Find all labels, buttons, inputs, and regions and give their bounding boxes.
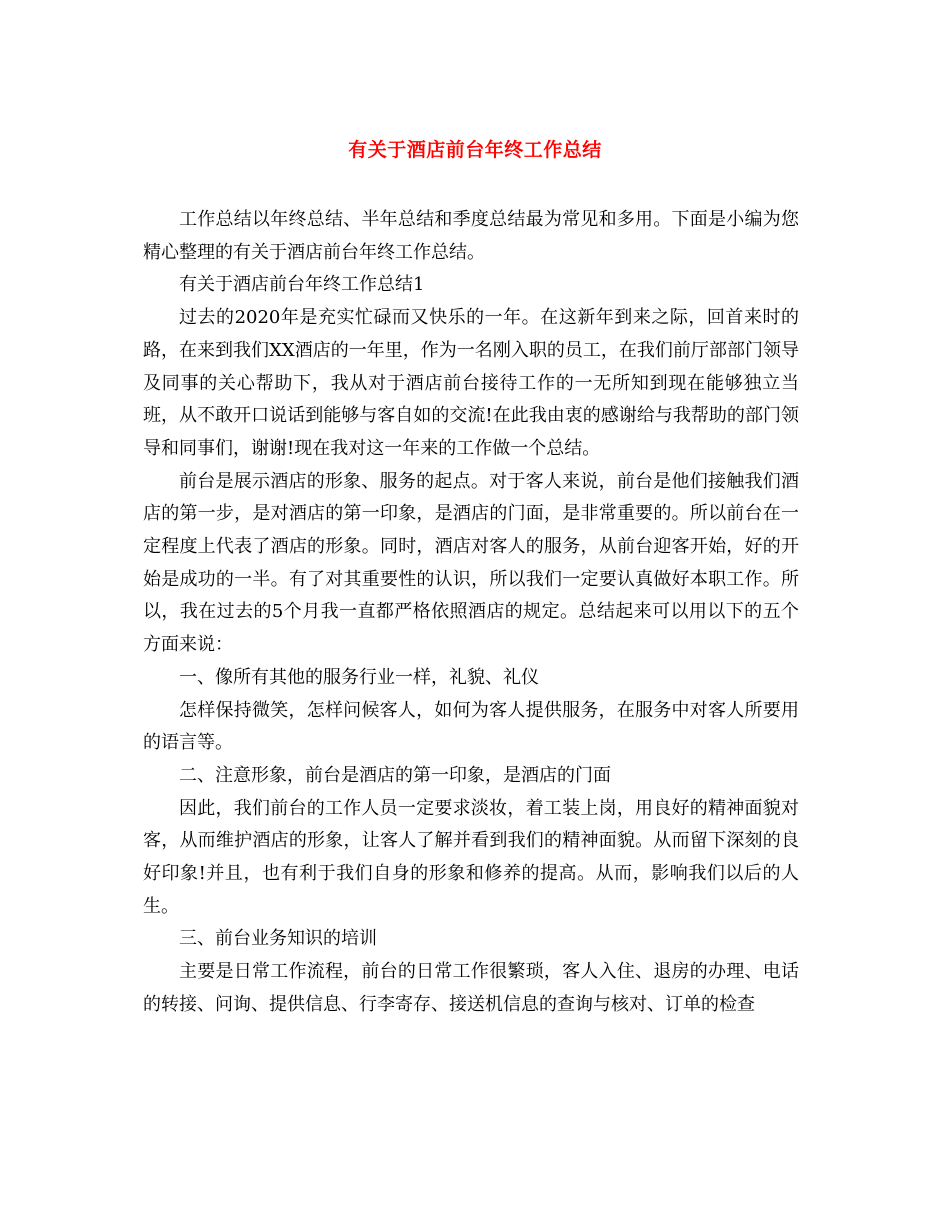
body-paragraph: 过去的2020年是充实忙碌而又快乐的一年。在这新年到来之际，回首来时的路，在来到我们XX酒店的一年里，作为一名刚入职的员工，在我们前厅部部门领导及同事的关心帮助下，我从对于酒店前台接待工作的一无所知到现在能够独立当班，从不敢开口说话到能够与客自如的交流!在此我由衷的感谢给与我帮助的部门领导和同事们，谢谢!现在我对这一年来的工作做一个总结。: [143, 307, 799, 459]
body-paragraph: 前台是展示酒店的形象、服务的起点。对于客人来说，前台是他们接触我们酒店的第一步，是对酒店的第一印象，是酒店的门面，是非常重要的。所以前台在一定程度上代表了酒店的形象。同时，酒店对客人的服务，从前台迎客开始，好的开始是成功的一半。有了对其重要性的认识，所以我们一定要认真做好本职工作。所以，我在过去的5个月我一直都严格依照酒店的规定。总结起来可以用以下的五个方面来说：: [143, 470, 799, 656]
point-heading-3: 三、前台业务知识的培训: [179, 928, 377, 950]
body-paragraph: 因此，我们前台的工作人员一定要求淡妆，着工装上岗，用良好的精神面貌对客，从而维护酒店的形象，让客人了解并看到我们的精神面貌。从而留下深刻的良好印象!并且，也有利于我们自身的形象和修养的提高。从而，影响我们以后的人生。: [143, 797, 799, 917]
document-body: [143, 204, 799, 1022]
body-paragraph: 主要是日常工作流程，前台的日常工作很繁琐，客人入住、退房的办理、电话的转接、问询、提供信息、行李寄存、接送机信息的查询与核对、订单的检查: [143, 961, 799, 1015]
section-heading-1: 有关于酒店前台年终工作总结1: [179, 274, 425, 296]
intro-paragraph: 工作总结以年终总结、半年总结和季度总结最为常见和多用。下面是小编为您精心整理的有关于酒店前台年终工作总结。: [143, 209, 799, 263]
body-paragraph: 怎样保持微笑，怎样问候客人，如何为客人提供服务，在服务中对客人所要用的语言等。: [143, 699, 799, 754]
point-heading-2: 二、注意形象，前台是酒店的第一印象，是酒店的门面: [179, 764, 611, 786]
point-heading-1: 一、像所有其他的服务行业一样，礼貌、礼仪: [179, 666, 539, 688]
document-title: 有关于酒店前台年终工作总结: [348, 139, 602, 161]
